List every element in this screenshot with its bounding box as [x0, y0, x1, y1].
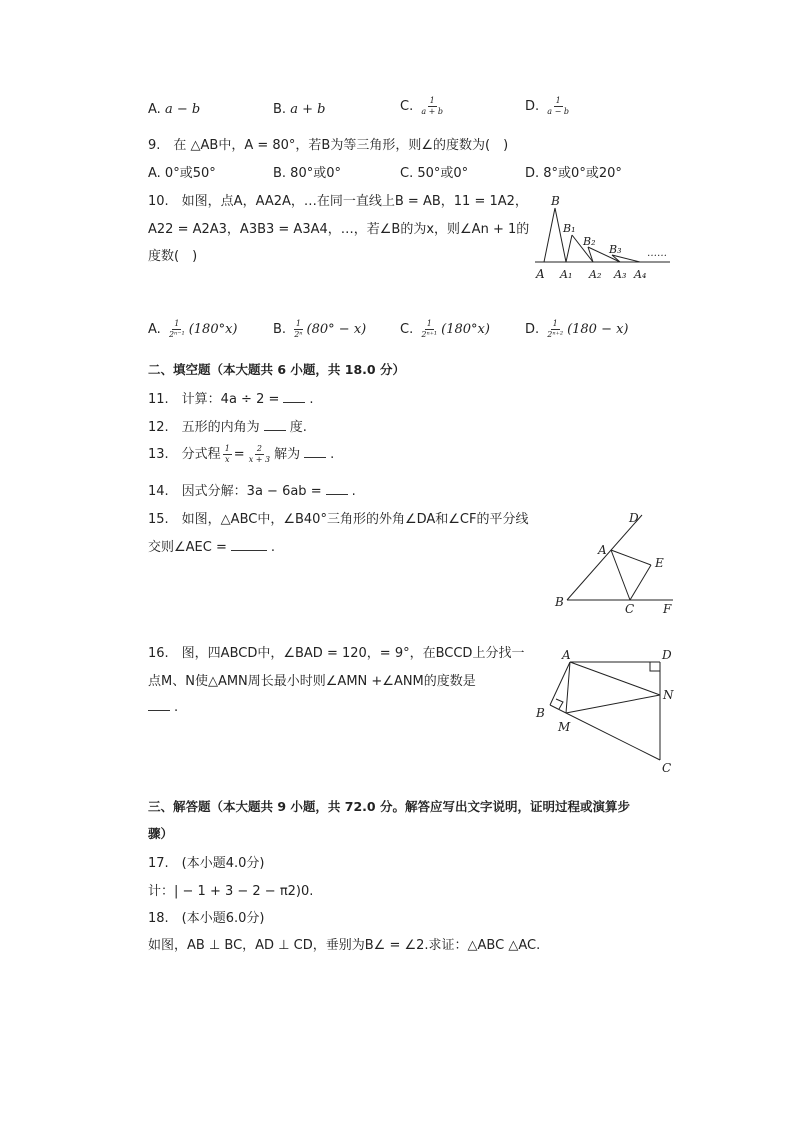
q9-option-d: D. 8°或0°或20°	[525, 166, 622, 181]
q10-label-a4: A₄	[634, 268, 647, 281]
q18-body: 如图，AB ⊥ BC，AD ⊥ CD，垂别为B∠ = ∠2.求证：△ABC △AC.	[148, 938, 541, 953]
q16-answer-blank[interactable]	[148, 698, 170, 711]
q15-answer-blank[interactable]	[231, 538, 267, 551]
q8-option-b: B. a + b	[273, 102, 326, 117]
q10-label-dots: ……	[647, 248, 667, 259]
q12: 12. 五形的内角为 度.	[148, 420, 307, 435]
q8-option-d: D. $\frac{1}{a - b}$	[525, 96, 569, 116]
q10-label-b2: B₂	[583, 235, 596, 248]
q10-stem-line3: 度数( )	[148, 249, 198, 264]
q10-label-a2: A₂	[589, 268, 602, 281]
q16-label-n: N	[663, 688, 674, 702]
q10-option-b: B. $\frac{1}{\text{2ⁿ}}$ (80° − x)	[273, 319, 367, 339]
q14-answer-blank[interactable]	[326, 482, 348, 495]
q14: 14. 因式分解：3a − 6ab = .	[148, 484, 356, 499]
q10-label-a3: A₃	[614, 268, 627, 281]
q16-stem-line1: 16. 图，四ABCD中，∠BAD = 120，= 9°，在BCCD上分找一	[148, 646, 525, 661]
q9-option-a: A. 0°或50°	[148, 166, 216, 181]
q16-stem-line3: .	[148, 698, 178, 715]
q10-option-a: A. $\frac{1}{\text{2ⁿ⁻¹}}$ (180°x)	[148, 319, 238, 339]
q12-answer-blank[interactable]	[264, 418, 286, 431]
q10-option-c: C. $\frac{1}{\text{2ⁿ⁺¹}}$ (180°x)	[400, 319, 490, 339]
q16-figure	[530, 645, 685, 775]
q9-option-b: B. 80°或0°	[273, 166, 341, 181]
q15-stem-line2: 交则∠AEC = .	[148, 540, 276, 555]
q13: 13. 分式程 $\frac{1}{x}$ = $\frac{2}{x + 3}$ 解为 .	[148, 444, 335, 464]
q17-heading: 17. (本小题4.0分)	[148, 856, 265, 871]
q10-stem-line1: 10. 如图，点A，AA2A，…在同一直线上B = AB，11 = 1A2，	[148, 194, 528, 209]
q15-label-c: C	[625, 602, 635, 616]
q10-label-b1: B₁	[563, 222, 576, 235]
q10-option-d: D. $\frac{1}{\text{2ⁿ⁺²}}$ (180 − x)	[525, 319, 629, 339]
q10-stem-line2: A22 = A2A3，A3B3 = A3A4，…，若∠B的为x，则∠An + 1的	[148, 222, 530, 237]
q17-body: 计：| − 1 + 3 − 2 − π2)0.	[148, 884, 314, 899]
q16-label-b: B	[536, 706, 545, 720]
q9-option-c: C. 50°或0°	[400, 166, 469, 181]
section-3-heading-line2: 骤）	[148, 826, 174, 841]
section-2-heading: 二、填空题（本大题共 6 小题，共 18.0 分）	[148, 362, 405, 377]
q15-label-f: F	[663, 602, 672, 616]
q16-label-a: A	[562, 648, 571, 662]
q8-option-c: C. $\frac{1}{a + b}$	[400, 96, 444, 116]
q10-label-b: B	[551, 194, 560, 208]
q11: 11. 计算：4a ÷ 2 = .	[148, 392, 314, 407]
section-3-heading-line1: 三、解答题（本大题共 9 小题，共 72.0 分。解答应写出文字说明，证明过程或演算步	[148, 799, 630, 814]
q15-label-d: D	[629, 511, 639, 525]
q15-stem-line1: 15. 如图，△ABC中，∠B40°三角形的外角∠DA和∠CF的平分线	[148, 512, 529, 527]
q18-heading: 18. (本小题6.0分)	[148, 911, 265, 926]
q8-option-a: A. a − b	[148, 102, 201, 117]
q15-figure	[545, 505, 685, 620]
q10-figure	[530, 190, 680, 285]
q11-answer-blank[interactable]	[283, 390, 305, 403]
q10-label-a1: A₁	[560, 268, 573, 281]
q16-stem-line2: 点M、N使△AMN周长最小时则∠AMN +∠ANM的度数是	[148, 674, 476, 689]
q16-label-d: D	[662, 648, 672, 662]
q15-label-e: E	[655, 556, 664, 570]
q13-answer-blank[interactable]	[304, 445, 326, 458]
q15-label-b: B	[555, 595, 564, 609]
q9-stem: 9. 在 △AB中，A = 80°，若B为等三角形，则∠的度数为( )	[148, 138, 509, 153]
q16-label-c: C	[662, 761, 672, 775]
q16-label-m: M	[558, 720, 571, 734]
q10-label-a: A	[536, 267, 545, 281]
q10-label-b3: B₃	[609, 243, 622, 256]
q15-label-a: A	[598, 543, 607, 557]
